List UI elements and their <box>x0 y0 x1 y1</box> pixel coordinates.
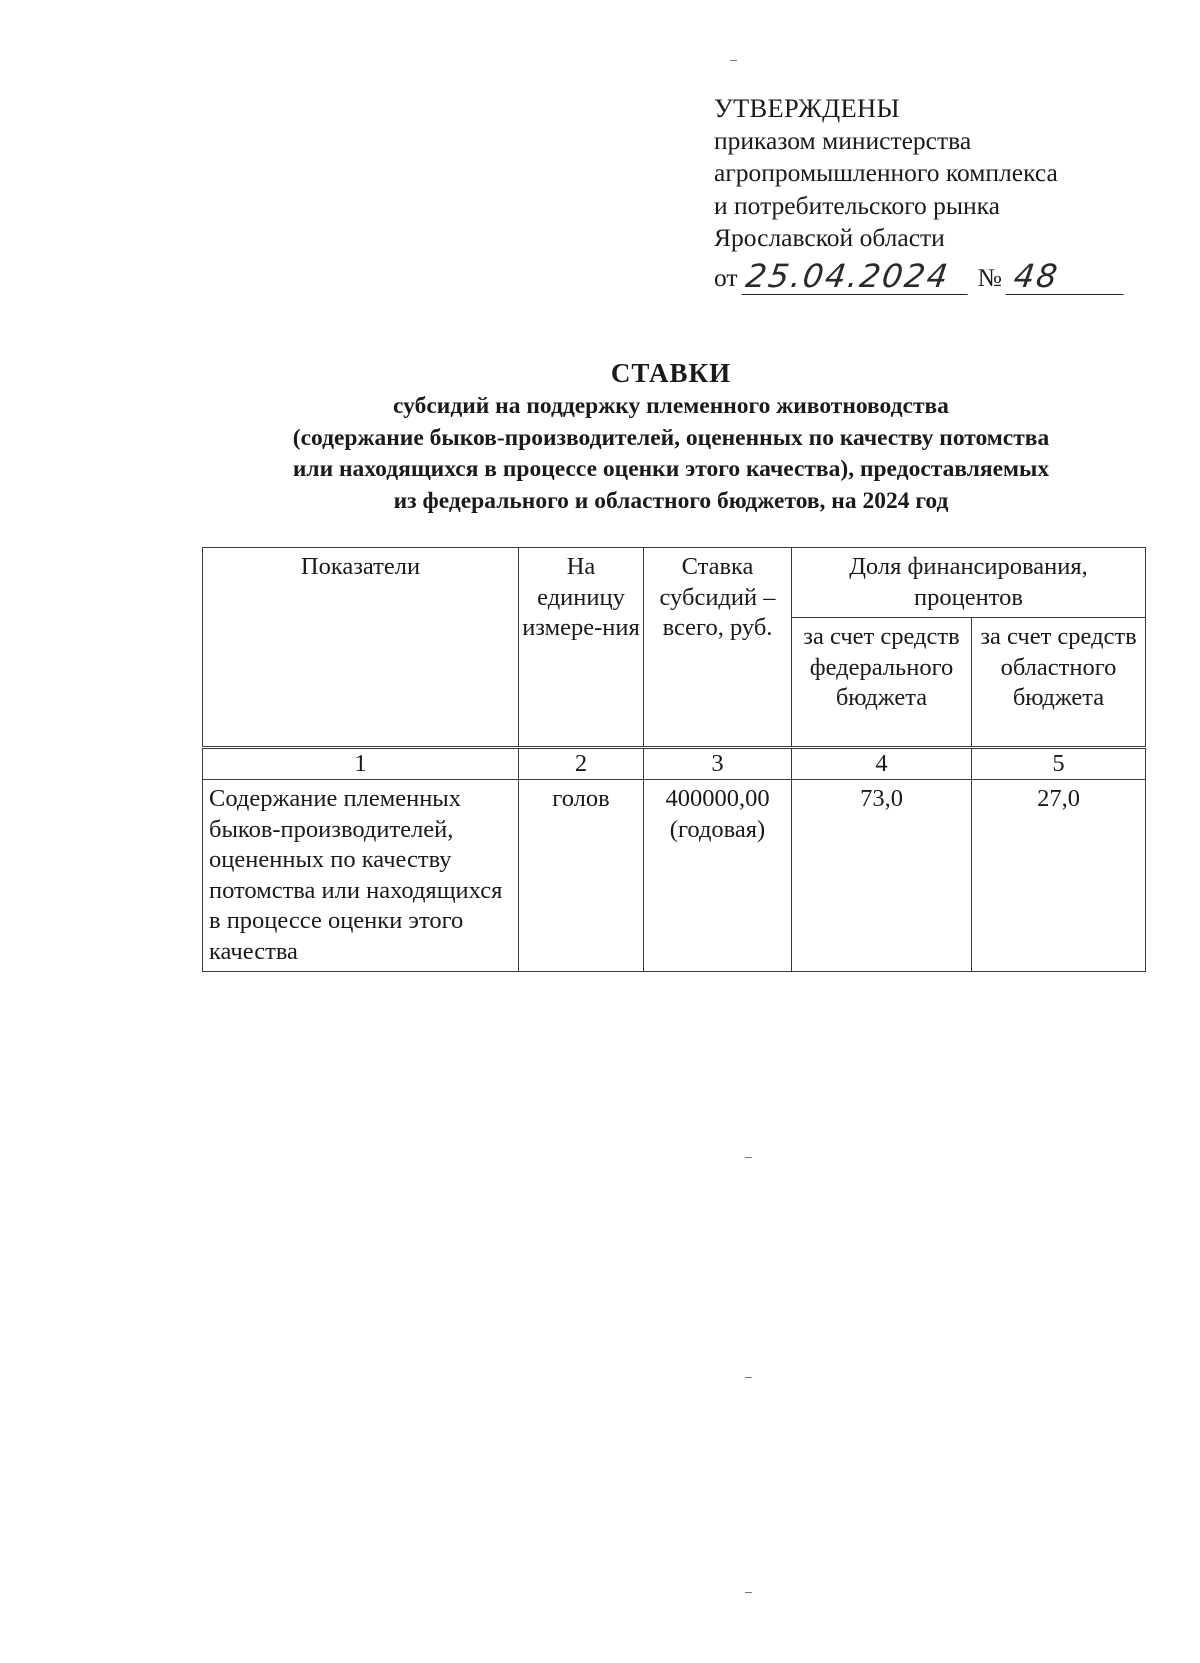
row-indicator: Содержание племенных быков-производителей, оцененных по качеству потомства или находящихся в процессе оценки этого качества <box>203 780 519 972</box>
scan-artifact <box>745 1592 752 1593</box>
order-reference <box>714 255 1126 295</box>
scan-artifact <box>745 1377 752 1378</box>
approval-heading: УТВЕРЖДЕНЫ <box>714 93 900 123</box>
table-row <box>203 780 1146 972</box>
header-federal: за счет средств федерального бюджета <box>792 618 972 748</box>
approval-stamp <box>714 92 1126 295</box>
row-federal-share: 73,0 <box>792 780 972 972</box>
header-regional: за счет средств областного бюджета <box>972 618 1146 748</box>
header-share-group: Доля финансирования, процентов <box>792 548 1146 618</box>
approval-line: приказом министерства <box>714 125 972 155</box>
header-rate: Ставка субсидий – всего, руб. <box>644 548 792 748</box>
date-prefix: от <box>714 263 738 292</box>
header-indicators: Показатели <box>203 548 519 748</box>
approval-line: и потребительского рынка <box>714 190 1001 220</box>
title-line: или находящихся в процессе оценки этого качества), предоставляемых <box>292 456 1050 482</box>
approval-line: агропромышленного комплекса <box>714 158 1058 187</box>
title-main: СТАВКИ <box>610 358 732 388</box>
order-number: 48 <box>1005 260 1128 295</box>
column-number: 3 <box>644 748 792 780</box>
number-prefix: № <box>977 263 1002 292</box>
row-regional-share: 27,0 <box>972 780 1146 972</box>
header-unit: На единицу измере-ния <box>519 548 644 748</box>
table-header-row <box>203 548 1146 618</box>
column-number: 5 <box>972 748 1146 780</box>
column-number: 1 <box>203 748 519 780</box>
document-title <box>196 355 1146 517</box>
scan-artifact <box>745 1157 752 1158</box>
column-number: 2 <box>519 748 644 780</box>
order-date: 25.04.2024 <box>741 260 972 295</box>
rates-table <box>202 547 1146 972</box>
row-unit: голов <box>519 780 644 972</box>
column-numbers-row <box>203 748 1146 780</box>
column-number: 4 <box>792 748 972 780</box>
row-rate: 400000,00 (годовая) <box>644 780 792 972</box>
title-line: (содержание быков-производителей, оцененных по качеству потомства <box>292 424 1050 451</box>
title-line: из федерального и областного бюджетов, на 2024 год <box>393 487 949 514</box>
title-line: субсидий на поддержку племенного животноводства <box>393 393 949 419</box>
scan-artifact <box>730 60 737 61</box>
approval-line: Ярославской области <box>714 223 945 252</box>
